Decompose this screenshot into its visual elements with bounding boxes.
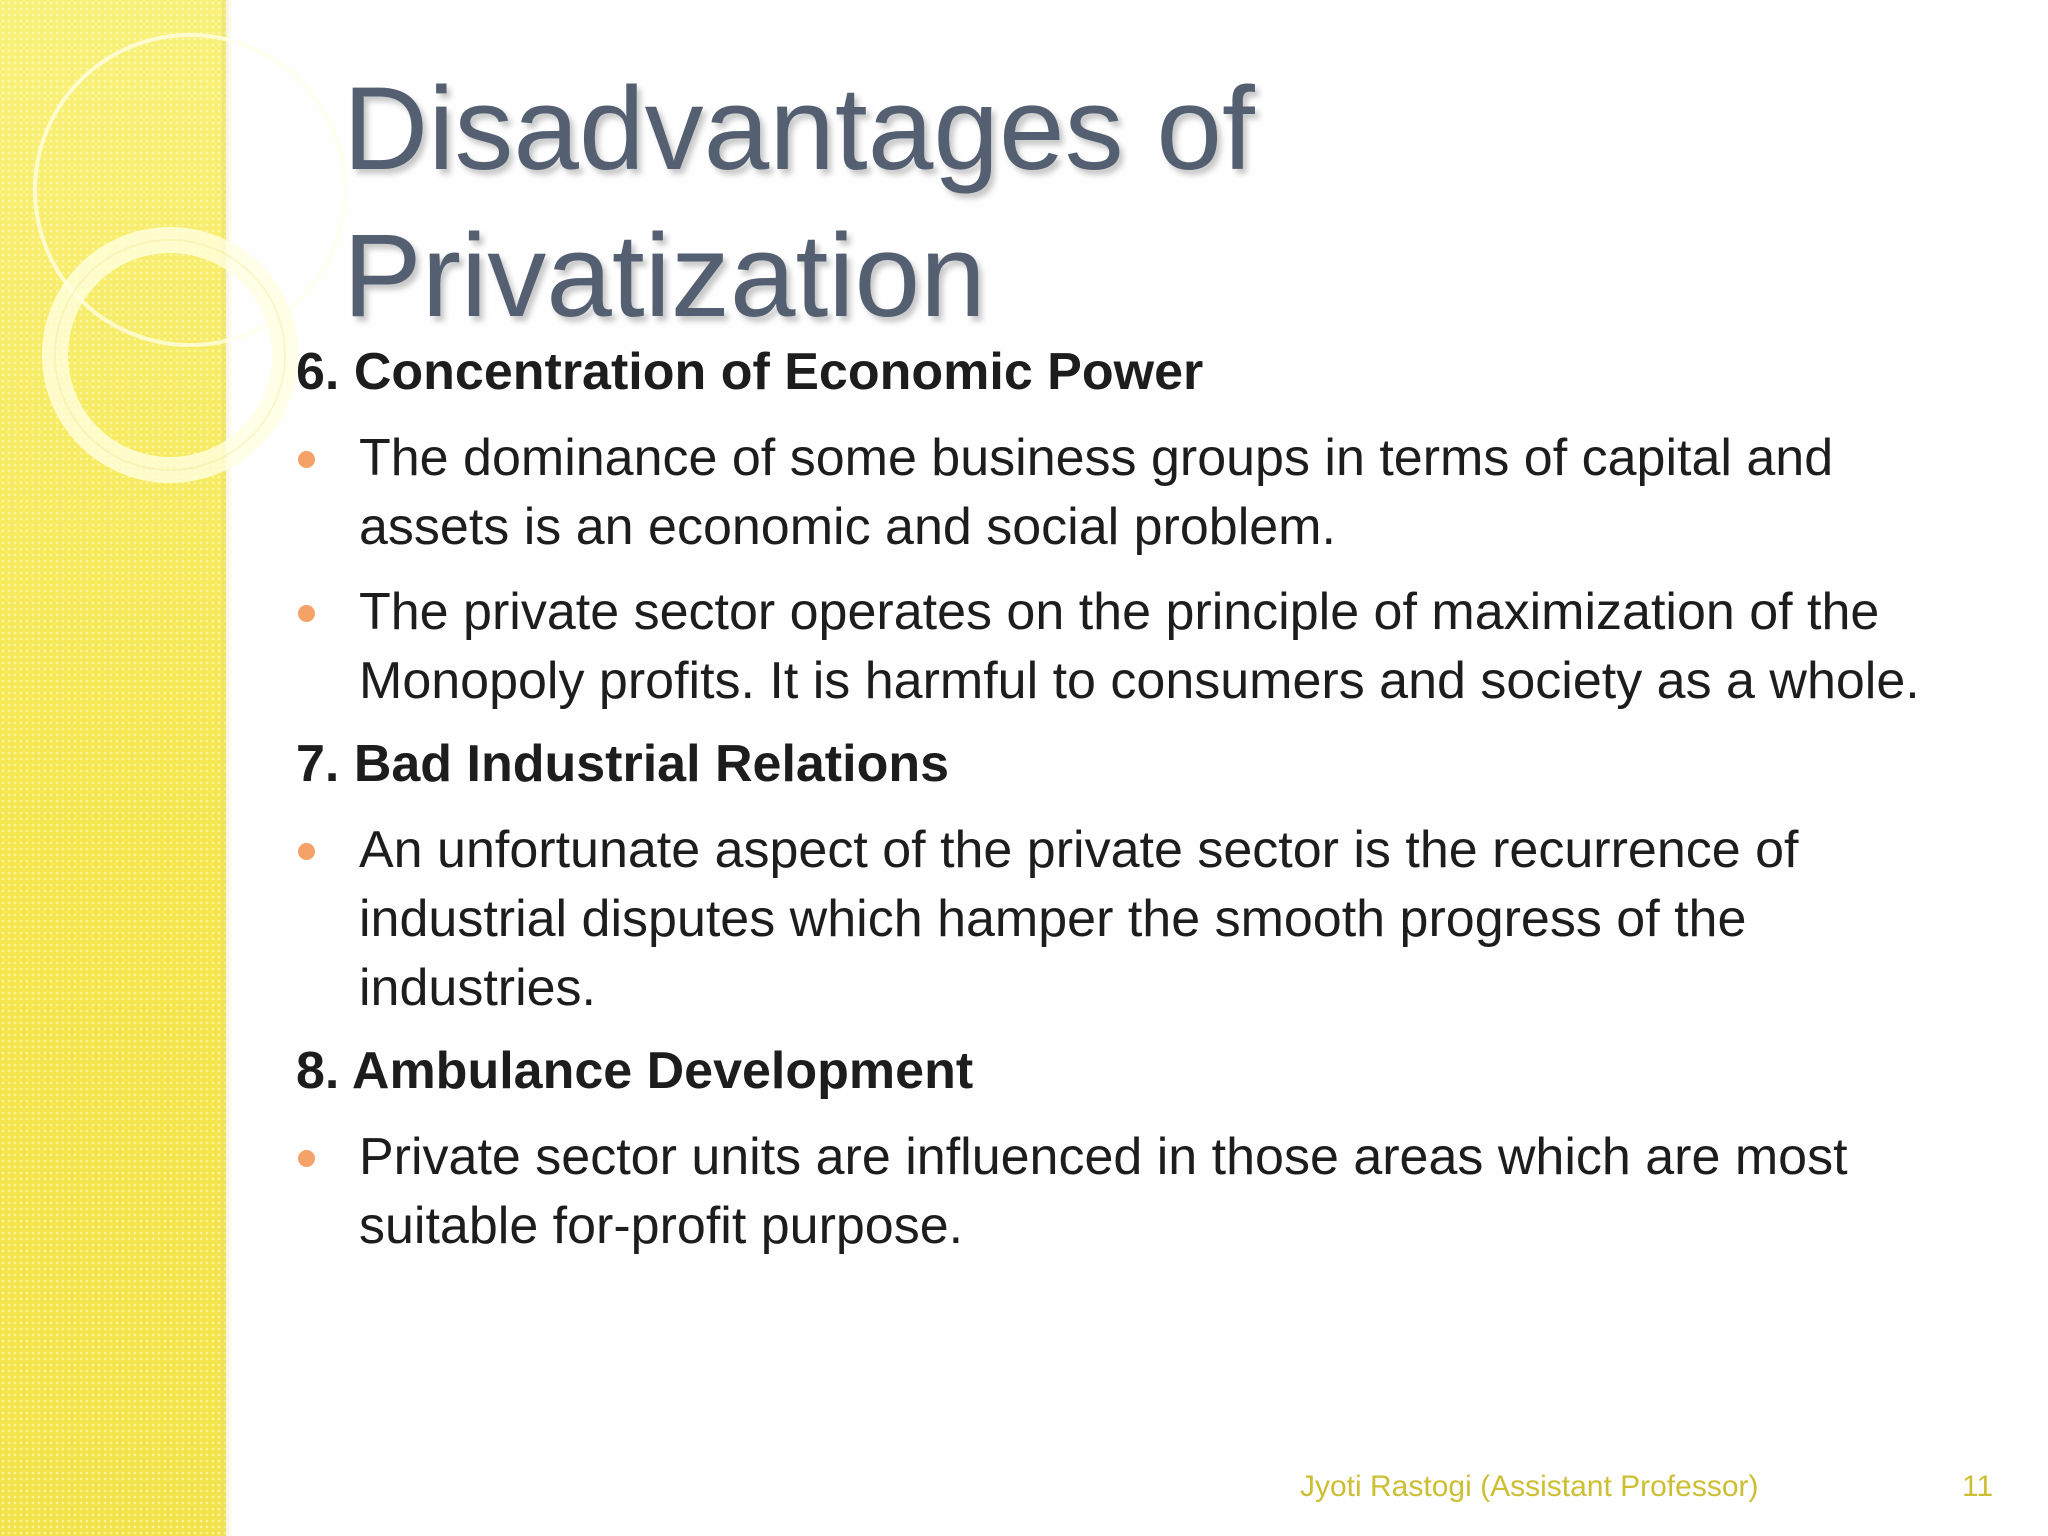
bullet-dot-icon <box>298 843 315 860</box>
footer-author: Jyoti Rastogi (Assistant Professor) <box>1300 1470 1759 1503</box>
bullet-item <box>296 424 1996 562</box>
bullet-item <box>296 1123 1996 1261</box>
section-heading-ambulance-development: 8. Ambulance Development <box>296 1042 974 1100</box>
bullet-dot-icon <box>298 1150 315 1167</box>
section-heading-concentration: 6. Concentration of Economic Power <box>296 343 1204 401</box>
bullet-text: The dominance of some business groups in terms of capital and assets is an economic and social problem. <box>359 429 1834 556</box>
title-line-2: Privatization <box>343 210 986 342</box>
page-number: 11 <box>1962 1470 1994 1503</box>
bullet-dot-icon <box>298 451 315 468</box>
bullet-item <box>296 578 1996 716</box>
bullet-text: Private sector units are influenced in those areas which are most suitable for-profit purpose. <box>359 1128 1848 1255</box>
slide-body <box>296 340 1996 1277</box>
bullet-text: An unfortunate aspect of the private sector is the recurrence of industrial disputes which hamper the smooth progress of the industries. <box>359 821 1799 1017</box>
title-line-1: Disadvantages of <box>343 63 1255 195</box>
bullet-item <box>296 816 1996 1023</box>
bullet-text: The private sector operates on the principle of maximization of the Monopoly profits. It is harmful to consumers and society as a whole. <box>359 583 1920 710</box>
slide-title <box>343 56 1543 350</box>
bullet-dot-icon <box>298 605 315 622</box>
section-heading-industrial-relations: 7. Bad Industrial Relations <box>296 735 950 793</box>
